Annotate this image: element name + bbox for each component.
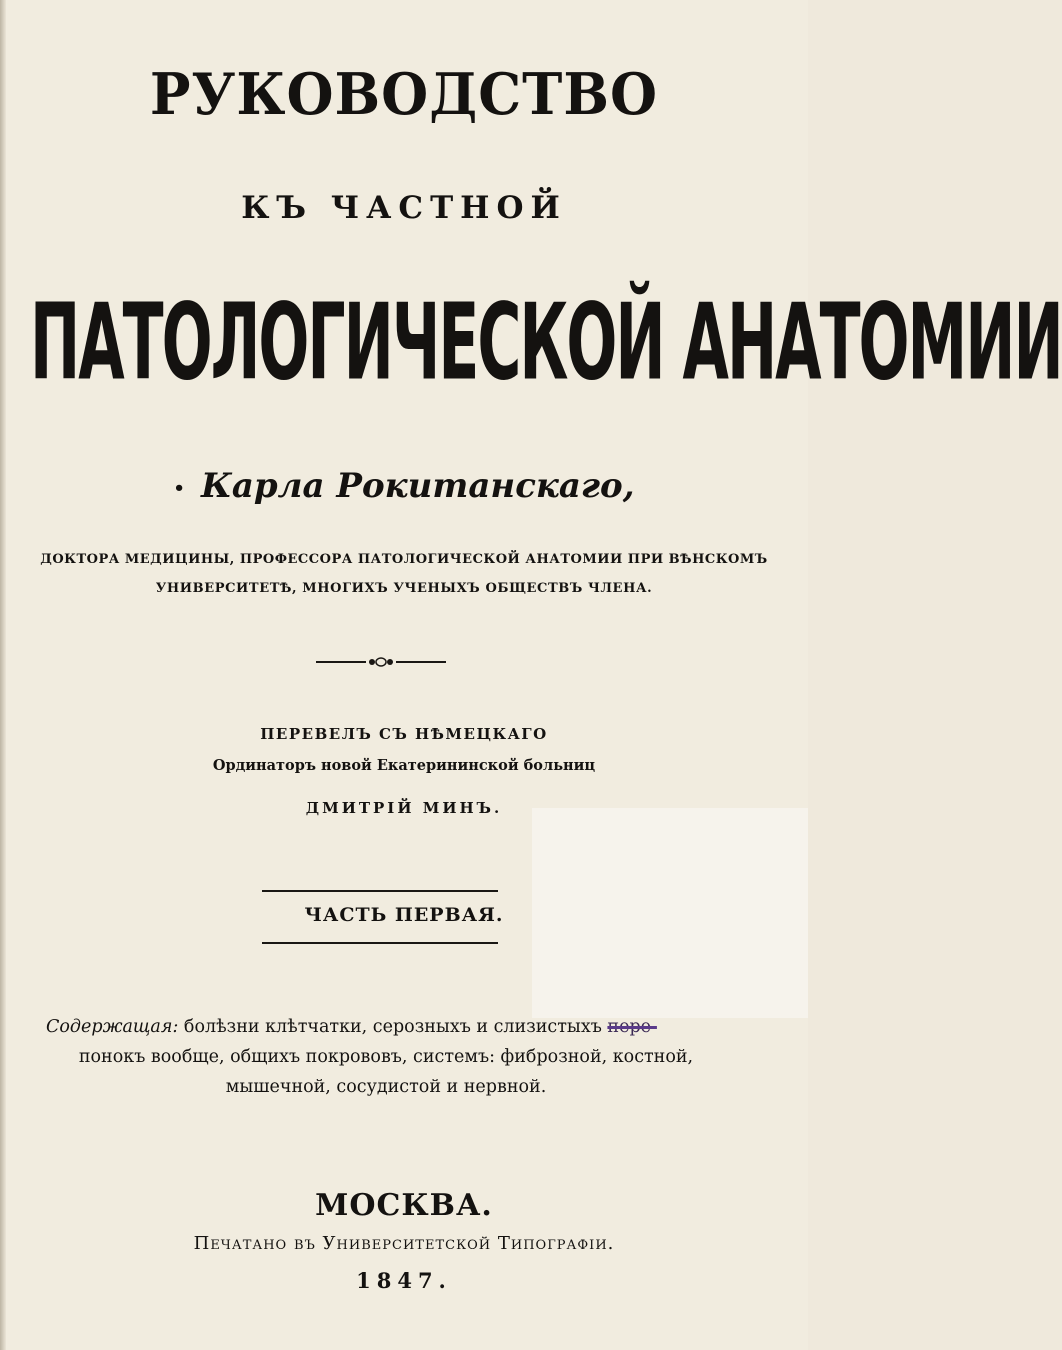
part-rule-bottom — [262, 942, 498, 944]
part-heading: ЧАСТЬ ПЕРВАЯ. — [304, 904, 504, 926]
translator-name: ДМИТРІЙ МИНЪ. — [305, 799, 503, 817]
title-line-2: КЪ ЧАСТНОЙ — [241, 190, 567, 226]
imprint-printer: Печатано въ Университетской Типографіи. — [193, 1233, 615, 1254]
part-rule-top — [262, 890, 498, 892]
translated-by: ПЕРЕВЕЛЪ СЪ НѢМЕЦКАГО — [260, 725, 548, 743]
imprint-city: МОСКВА. — [315, 1188, 493, 1223]
author-name: Карла Рокитанскаго, — [200, 466, 635, 506]
title-line-1: РУКОВОДСТВО — [149, 60, 659, 128]
author-description-line-1: ДОКТОРА МЕДИЦИНЫ, ПРОФЕССОРА ПАТОЛОГИЧЕСКОЙ АНАТОМИИ ПРИ ВѢНСКОМЪ — [40, 552, 768, 567]
contents-line-2: понокъ вообще, общихъ покрововъ, системъ: фиброзной, костной, — [78, 1047, 694, 1067]
translator-position: Ординаторъ новой Екатерининской больниц — [212, 757, 596, 774]
author-line — [0, 466, 808, 506]
imprint-year: 1847. — [356, 1268, 452, 1293]
author-description-line-2: УНИВЕРСИТЕТѢ, МНОГИХЪ УЧЕНЫХЪ ОБЩЕСТВЪ ЧЛЕНА. — [155, 581, 653, 596]
author-bullet: • — [173, 477, 185, 499]
contents-struck-word: пере- — [607, 1017, 657, 1037]
contents-paragraph — [46, 1012, 726, 1102]
contents-line-1 — [46, 1012, 726, 1042]
ornament-divider — [316, 652, 446, 672]
contents-line-3: мышечной, сосудистой и нервной. — [225, 1077, 547, 1097]
contents-line-1-text: болѣзни клѣтчатки, серозныхъ и слизистыхъ — [183, 1017, 602, 1037]
contents-label: Содержащая: — [46, 1017, 179, 1037]
title-line-3: ПАТОЛОГИЧЕСКОЙ АНАТОМИИ — [30, 282, 1062, 405]
